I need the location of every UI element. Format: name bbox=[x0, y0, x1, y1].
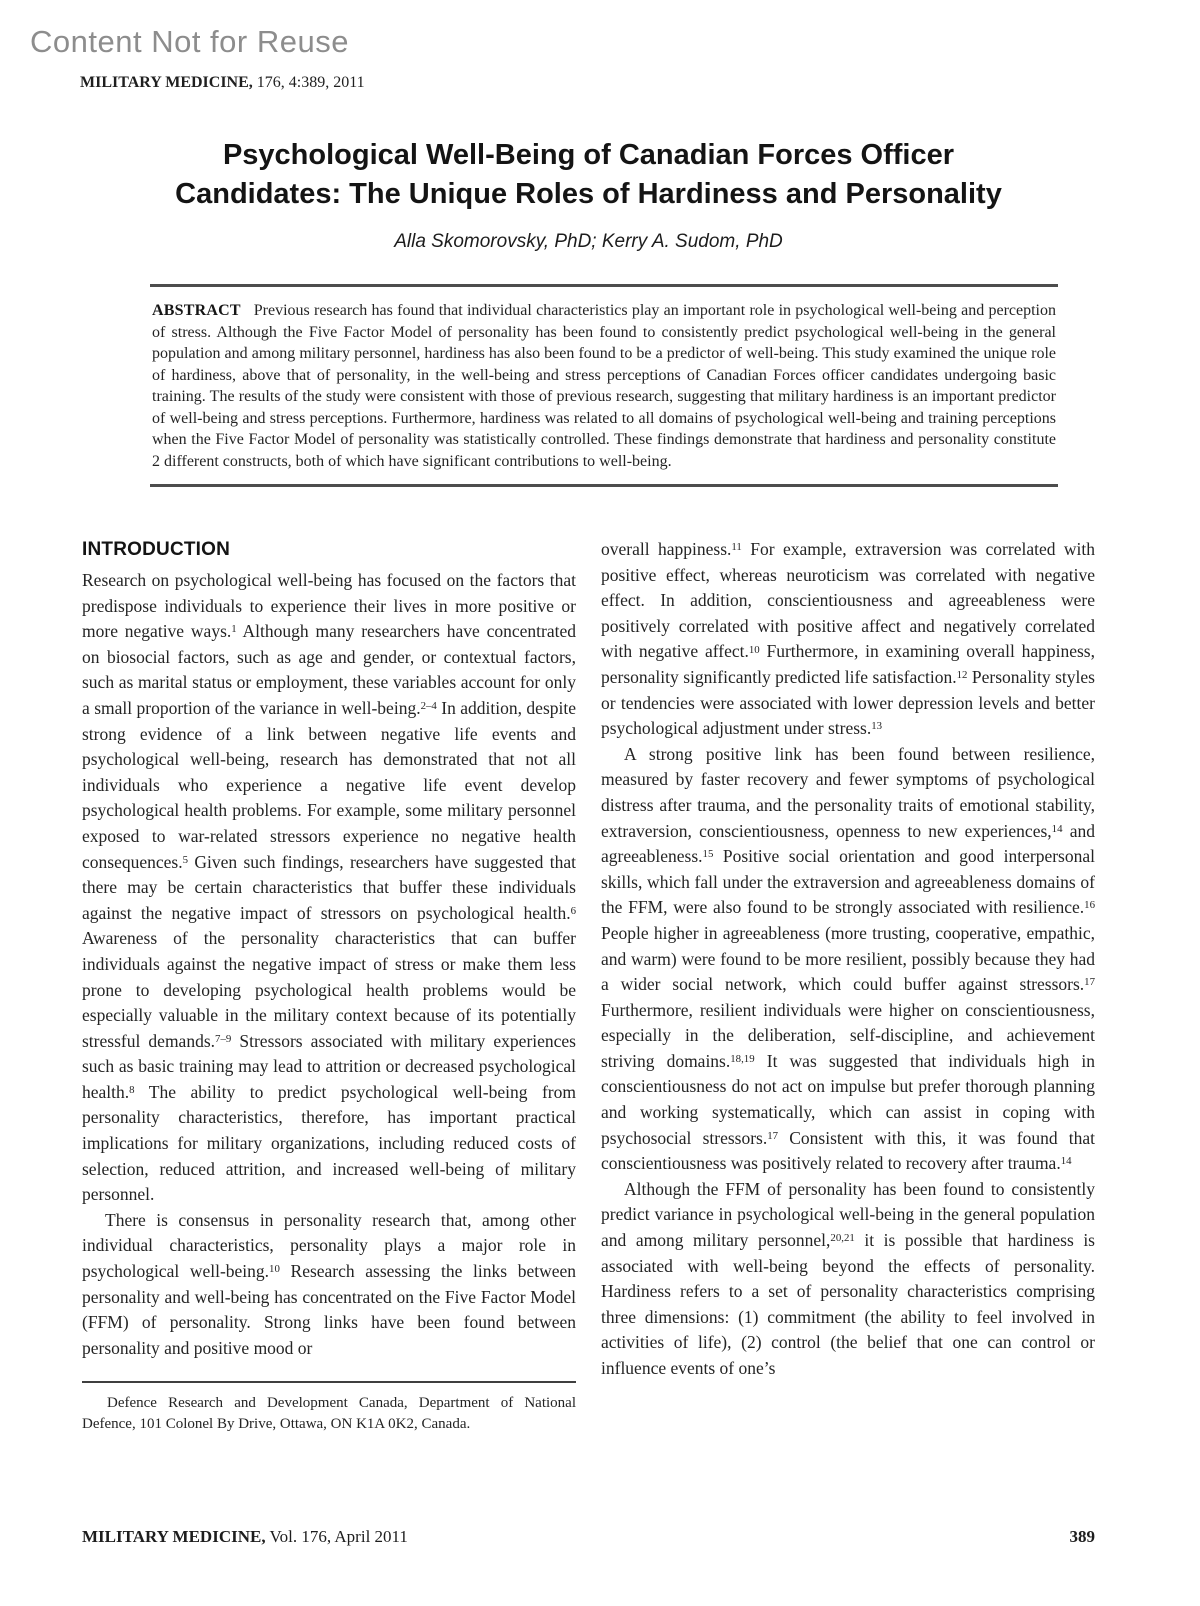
abstract-section bbox=[150, 284, 1058, 487]
abstract-label: ABSTRACT bbox=[152, 302, 241, 319]
paragraph: A strong positive link has been found between resilience, measured by faster recovery and fewer symptoms of psychological distress after trauma, and the personality traits of emotional stability, extraversion, conscientiousness, openness to new experiences,$^{14}$ and agreeableness.$^{15}$ Positive social orientation and good interpersonal skills, which fall under the extraversion and agreeableness domains of the FFM, were also found to be strongly associated with resilience.$^{16}$ People higher in agreeableness (more trusting, cooperative, empathic, and warm) were found to be more resilient, possibly because they had a wider social network, which could buffer against stressors.$^{17}$ Furthermore, resilient individuals were higher on conscientiousness, especially in the deliberation, self-discipline, and achievement striving domains.$^{18,19}$ It was suggested that individuals high in conscientiousness do not act on impulse but prefer thorough planning and working systematically, which can assist in coping with psychosocial stressors.$^{17}$ Consistent with this, it was found that conscientiousness was positively related to recovery after trauma.$^{14}$ bbox=[601, 743, 1095, 1174]
footer-issue: Vol. 176, April 2011 bbox=[265, 1527, 408, 1546]
journal-name: MILITARY MEDICINE, bbox=[80, 74, 253, 91]
abstract-text: Previous research has found that individual characteristics play an important role in psychological well-being and perception of stress. Although the Five Factor Model of personality has been found to consistently predict psychological well-being in the general population and among military personnel, hardiness has also been found to be a predictor of well-being. This study examined the unique role of hardiness, above that of personality, in the well-being and stress perceptions of Canadian Forces officer candidates undergoing basic training. The results of the study were consistent with those of previous research, suggesting that military hardiness is an important predictor of well-being and stress perceptions. Furthermore, hardiness was related to all domains of psychological well-being and training perceptions when the Five Factor Model of personality was statistically controlled. These findings demonstrate that hardiness and personality constitute 2 different constructs, both of which have significant contributions to well-being. bbox=[152, 302, 1056, 470]
body-column-right bbox=[601, 537, 1095, 1435]
paragraph: Although the FFM of personality has been found to consistently predict variance in psychological well-being in the general population and among military personnel,$^{20,21}$ it is possible that hardiness is associated with well-being beyond the effects of personality. Hardiness refers to a set of personality characteristics comprising three dimensions: (1) commitment (the ability to feel involved in activities of life), (2) control (the belief that one can control or influence events of one’s bbox=[601, 1178, 1095, 1378]
paragraph: Research on psychological well-being has focused on the factors that predispose individuals to experience their lives in more positive or more negative ways.$^1$ Although many researchers have concentrated on biosocial factors, such as age and gender, or contextual factors, such as marital status or employment, these variables account for only a small proportion of the variance in well-being.$^{2-4}$ In addition, despite strong evidence of a link between negative life events and psychological well-being, research has demonstrated that not all individuals who experience a negative life event develop psychological health problems. For example, some military personnel exposed to war-related stressors experience no negative health consequences.$^5$ Given such findings, researchers have suggested that there may be certain characteristics that buffer these individuals against the negative impact of stressors on psychological health.$^6$ Awareness of the personality characteristics that can buffer individuals against the negative impact of stress or make them less prone to developing psychological health problems would be especially valuable in the military context because of its potentially stressful demands.$^{7-9}$ Stressors associated with military experiences such as basic training may lead to attrition or decreased psychological health.$^8$ The ability to predict psychological well-being from personality characteristics, therefore, has important practical implications for military organizations, including reduced costs of selection, reduced attrition, and increased well-being of military personnel. bbox=[82, 570, 576, 1205]
footer-journal-line bbox=[82, 1527, 408, 1547]
footer-journal-name: MILITARY MEDICINE, bbox=[82, 1527, 266, 1546]
introduction-heading: INTRODUCTION bbox=[82, 539, 231, 560]
footnote-text: Defence Research and Development Canada, Department of National Defence, 101 Colonel By Drive, Ottawa, ON K1A 0K2, Canada. bbox=[82, 1395, 576, 1433]
page-content bbox=[82, 0, 1095, 1435]
journal-citation: 176, 4:389, 2011 bbox=[252, 74, 365, 91]
paragraph: There is consensus in personality research that, among other individual characteristics, personality plays a major role in psychological well-being.$^{10}$ Research assessing the links between personality and well-being has concentrated on the Five Factor Model (FFM) of personality. Strong links have been found between personality and positive mood or bbox=[82, 1209, 576, 1358]
content-not-for-reuse-watermark: Content Not for Reuse bbox=[30, 24, 349, 59]
authors-line: Alla Skomorovsky, PhD; Kerry A. Sudom, PhD bbox=[394, 231, 783, 252]
paper-title-line-2: Candidates: The Unique Roles of Hardiness and Personality bbox=[175, 178, 1002, 210]
two-column-body bbox=[82, 537, 1095, 1435]
body-column-left bbox=[82, 537, 576, 1435]
page-footer bbox=[82, 1527, 1095, 1547]
paragraph: overall happiness.$^{11}$ For example, extraversion was correlated with positive effect, whereas neuroticism was correlated with negative effect. In addition, conscientiousness and agreeableness were positively correlated with positive affect and negatively correlated with negative affect.$^{10}$ Furthermore, in examining overall happiness, personality significantly predicted life satisfaction.$^{12}$ Personality styles or tendencies were associated with lower depression levels and better psychological adjustment under stress.$^{13}$ bbox=[601, 539, 1095, 739]
paper-title-line-1: Psychological Well-Being of Canadian Forces Officer bbox=[222, 139, 955, 171]
footer-page-number: 389 bbox=[1069, 1527, 1095, 1546]
paper-title bbox=[82, 136, 1095, 214]
author-affiliation-footnote bbox=[82, 1381, 576, 1435]
